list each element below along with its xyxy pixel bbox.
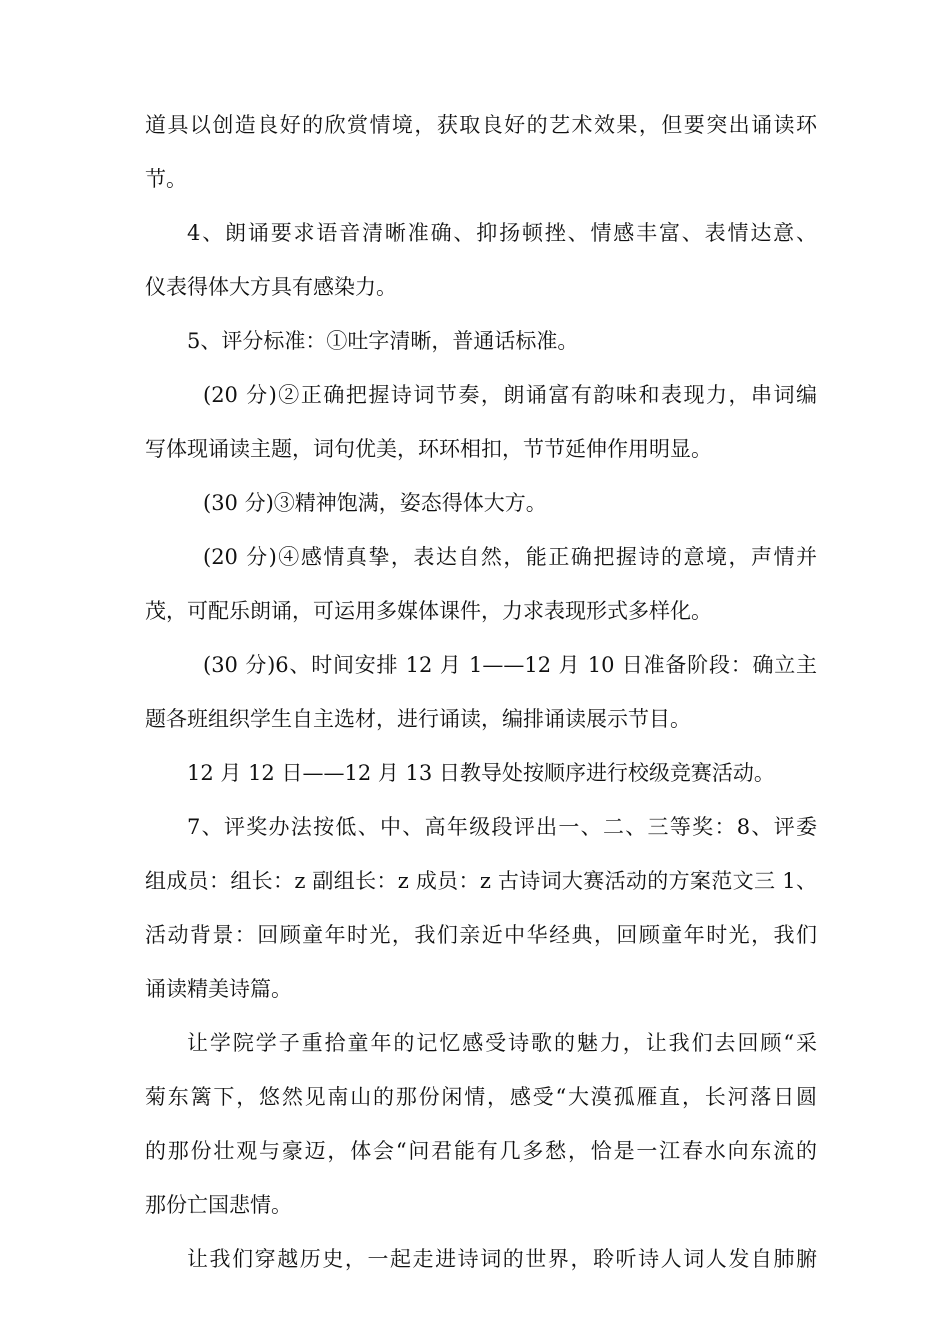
text-line: 7、评奖办法按低、中、高年级段评出一、二、三等奖：8、评委 (187, 815, 817, 839)
text-line: (20 分)④感情真挚，表达自然，能正确把握诗的意境，声情并 (203, 545, 817, 569)
text-line: 菊东篱下，悠然见南山的那份闲情，感受“大漠孤雁直，长河落日圆 (145, 1085, 817, 1109)
text-line: 那份亡国悲情。 (145, 1193, 292, 1217)
text-line: 5、评分标准：①吐字清晰，普通话标准。 (187, 329, 579, 353)
text-line: 节。 (145, 167, 187, 191)
text-line: (30 分)③精神饱满，姿态得体大方。 (203, 491, 547, 515)
text-line: 让学院学子重拾童年的记忆感受诗歌的魅力，让我们去回顾“采 (187, 1031, 817, 1055)
text-line: 仪表得体大方具有感染力。 (145, 275, 397, 299)
text-line: 道具以创造良好的欣赏情境，获取良好的艺术效果，但要突出诵读环 (145, 113, 817, 137)
text-line: (30 分)6、时间安排 12 月 1——12 月 10 日准备阶段：确立主 (203, 653, 817, 677)
text-line: 诵读精美诗篇。 (145, 977, 292, 1001)
text-line: 让我们穿越历史，一起走进诗词的世界，聆听诗人词人发自肺腑 (187, 1247, 817, 1271)
text-line: 茂，可配乐朗诵，可运用多媒体课件，力求表现形式多样化。 (145, 599, 712, 623)
text-line: 4、朗诵要求语音清晰准确、抑扬顿挫、情感丰富、表情达意、 (187, 221, 817, 245)
text-line: 活动背景：回顾童年时光，我们亲近中华经典，回顾童年时光，我们 (145, 923, 817, 947)
text-line: 组成员：组长：z 副组长：z 成员：z 古诗词大赛活动的方案范文三 1、 (145, 869, 817, 893)
text-line: 写体现诵读主题，词句优美，环环相扣，节节延伸作用明显。 (145, 437, 712, 461)
body-text (145, 98, 817, 1286)
text-line: 的那份壮观与豪迈，体会“问君能有几多愁，恰是一江春水向东流的 (145, 1139, 817, 1163)
text-line: 12 月 12 日——12 月 13 日教导处按顺序进行校级竞赛活动。 (187, 761, 775, 785)
text-line: 题各班组织学生自主选材，进行诵读，编排诵读展示节目。 (145, 707, 691, 731)
text-line: (20 分)②正确把握诗词节奏，朗诵富有韵味和表现力，串词编 (203, 383, 817, 407)
